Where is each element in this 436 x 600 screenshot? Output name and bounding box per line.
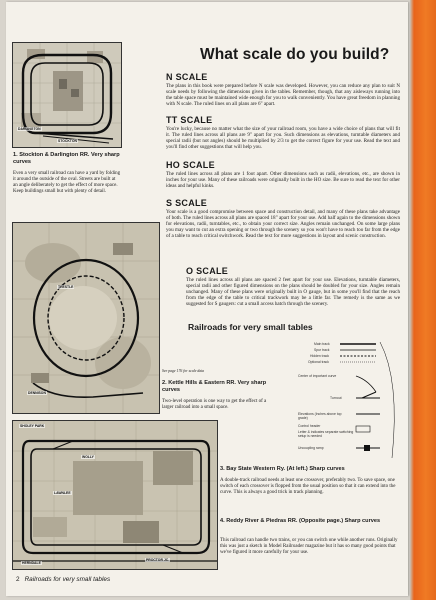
plan-4-title: 4. Reddy River & Piedras RR. (Opposite page.) Sharp curves: [220, 518, 381, 524]
legend-control-header: Control header: [298, 424, 321, 428]
legend-spur-track: Spur track: [314, 348, 330, 352]
n-scale-text: The plans in this book were prepared before N scale was developed. However, you can reduce any plan to suit N scale needs by following the dimensions given in the tables. Remember, though, that any aisleways running into the table space must be maintained wide enough for you to walk conveniently. You have great freedom in planning with N scale. The ruled lines on all plans are 6" apart.: [166, 83, 400, 108]
plan-1-description: Even a very small railroad can have a yard by folding it around the outside of the oval. Streets are built at an angle deliberately to get the effect of more space. Keep buildings small but with plenty of detail.: [13, 171, 121, 194]
plan-3-map: [12, 420, 218, 570]
legend-main-track: Main track: [314, 342, 330, 346]
map-label-stockton: STOCKTON: [58, 139, 77, 143]
legend-turnout: Turnout: [330, 396, 342, 400]
plan-3-title: 3. Bay State Western Ry. (At left.) Sharp curves: [220, 466, 345, 472]
page-footer: [16, 576, 110, 583]
plan-1-title: 1. Stockton & Darlington RR. Very sharp curves: [13, 152, 120, 165]
map-label-wolly: WOLLY: [82, 455, 94, 459]
track-legend: [296, 340, 406, 460]
map-label-dennison: DENNISON: [28, 391, 46, 395]
ho-scale-heading: HO SCALE: [166, 160, 215, 170]
plan-2-track-diagram: [13, 223, 159, 413]
map-label-proctor: PROCTOR JC.: [146, 558, 170, 562]
tt-scale-text: You're lucky, because no matter what the size of your railroad room, you have a wide choice of plans that will fit it. The ruled lines across all plans are 9" apart for you. Such dimensions as elevations, turntable diameters and special radii (but not angles) should be multiplied by 2/3 to get the correct figure for your use. Read the text and you'll find other suggestions that will help you.: [166, 126, 400, 151]
n-scale-heading: N SCALE: [166, 72, 208, 82]
legend-symbols: [296, 340, 406, 460]
plan-1-track-diagram: [13, 43, 121, 147]
see-page-note: See page 176 for scale data: [162, 369, 205, 373]
legend-elevations: Elevations (Inches above top grade): [298, 412, 342, 420]
s-scale-text: Your scale is a good compromise between space and construction detail, and many of these plans take advantage of both. The ruled lines across all plans are spaced 18" apart for your use. Add half again to the dimensions shown for elevations, radii, turntables, etc., to obtain your correct size. Angles remain unchanged. On some large plans you may want to cut an extra opening or two through the scenery so you won't have to reach too far from the edge of a table to reach critical switchwork. Read the text for more suggestions in layout and scenic construction.: [166, 209, 400, 240]
s-scale-heading: S SCALE: [166, 198, 208, 208]
ho-scale-text: The ruled lines across all plans are 1 foot apart. Other dimensions such as radii, elevations, etc., are shown in inches for your use. Many of these railroads were originally built in the HO size. Be sure to read the text for other ideas and helpful kinks.: [166, 171, 400, 190]
book-page: [6, 2, 408, 596]
plan-3-description: A double-track railroad needs at least one crossover, preferably two. To save space, one switch of each crossover is flopped from the usual position so that it can extend into the curve. This is always a good trick in track planning.: [220, 478, 396, 495]
map-label-herndale: HERNDALE: [22, 561, 41, 565]
tt-scale-heading: TT SCALE: [166, 115, 213, 125]
plan-4-description: This railroad can handle two trains, or you can switch one while another runs. Originally this was just a sketch in Model Railroader magazine but it has so many good points that we've figured it more carefully for your use.: [220, 538, 398, 555]
page-number: 2: [16, 576, 20, 583]
map-label-sholey-park: SHOLEY PARK: [20, 424, 45, 428]
plan-2-description: Two-level operation is one way to get the effect of a larger railroad into a small space.: [162, 399, 267, 410]
map-label-darlington: DARLINGTON: [18, 127, 41, 131]
page-title: What scale do you build?: [200, 46, 390, 63]
plan-3-track-diagram: [13, 421, 217, 569]
map-label-trestle: TRESTLE: [58, 285, 74, 289]
o-scale-text: The ruled lines across all plans are spaced 2 feet apart for your use. Elevations, turntable diameters, special radii and other figured dimensions on the plans should be doubled for your size. Angles remain unchanged. Many of these plans were originally built in O gauge, but in some you'll find that the reach from the edge of the table to critical trackwork may be a little far. The remedy is the same as we suggested for S gaugers: cut a small access hatch through the scenery.: [186, 277, 400, 308]
plan-2-map: [12, 222, 160, 414]
legend-curve-center: Center of important curve: [298, 374, 337, 378]
legend-switching-note: Letter & indicates separate switching setup is needed: [298, 430, 354, 438]
legend-uncoupling-ramp: Uncoupling ramp: [298, 446, 324, 450]
map-label-lawnlee: LAWNLEE: [54, 491, 71, 495]
book-edge-strip: [410, 0, 436, 600]
plan-2-title: 2. Kettle Hills & Eastern RR. Very sharp curves: [162, 380, 267, 393]
plan-1-map: [12, 42, 122, 148]
legend-hidden-track: Hidden track: [310, 354, 330, 358]
legend-optional-track: Optional track: [308, 360, 329, 364]
footer-running-title: Railroads for very small tables: [24, 576, 111, 583]
o-scale-heading: O SCALE: [186, 266, 229, 276]
subheading-small-tables: Railroads for very small tables: [188, 322, 313, 332]
